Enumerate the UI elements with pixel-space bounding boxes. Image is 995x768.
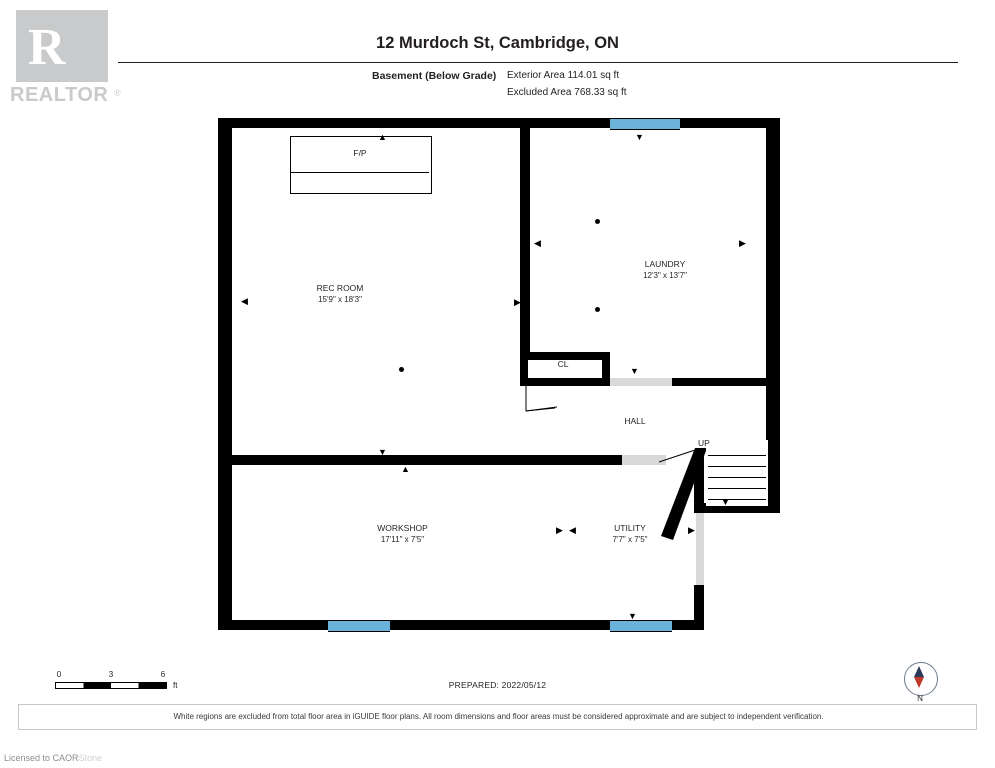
licensed-prefix: Licensed to — [4, 753, 53, 763]
window-bottom-right — [610, 620, 672, 632]
wall-top-left — [218, 118, 610, 128]
wall-right-upper — [766, 118, 780, 378]
wall-right-lower — [766, 378, 780, 513]
exterior-area-text: Exterior Area 114.01 sq ft — [507, 70, 620, 81]
wall-bottom-right — [672, 620, 704, 630]
dimension-arrow-icon: ▲ — [378, 132, 387, 142]
wall-top-right — [680, 118, 780, 128]
wall-left-lower — [218, 455, 232, 630]
scale-tick-6: 6 — [160, 670, 166, 679]
licensed-suffix: Stone — [78, 753, 103, 763]
stairs-area — [706, 440, 768, 506]
compass-needle-north-icon — [914, 666, 924, 677]
fireplace-label: F/P — [353, 148, 367, 158]
compass-north-label: N — [917, 694, 923, 703]
room-label-workshop: WORKSHOP 17'11" x 7'5" — [377, 523, 428, 544]
realtor-logo-letter: R — [28, 19, 65, 76]
wall-rec-laundry — [520, 128, 530, 378]
stairs-direction-arrow-icon: ▼ — [721, 497, 730, 507]
excluded-area-text: Excluded Area 768.33 sq ft — [507, 87, 627, 98]
licensed-to-text — [4, 753, 102, 763]
window-bottom-left — [328, 620, 390, 632]
disclaimer-text: White regions are excluded from total floor area in iGUIDE floor plans. All room dimensions and floor areas must be considered approximate and are subject to independent verification. — [173, 712, 824, 721]
dimension-arrow-icon: ▶ — [556, 525, 563, 535]
scale-tick-3: 3 — [108, 670, 114, 679]
licensed-name: CAOR — [52, 753, 79, 763]
dimension-arrow-icon: ▶ — [739, 238, 746, 248]
dimension-arrow-icon: ◀ — [534, 238, 541, 248]
dimension-arrow-icon: ◀ — [569, 525, 576, 535]
wall-left-upper — [218, 118, 232, 466]
stair-step — [708, 455, 766, 456]
dimension-arrow-icon: ▼ — [628, 611, 637, 621]
compass-rose — [898, 660, 942, 708]
wall-rec-workshop — [232, 455, 622, 465]
fixture-dot — [595, 219, 600, 224]
fireplace-box — [290, 136, 432, 194]
realtor-wordmark: REALTOR — [10, 84, 109, 106]
dimension-arrow-icon: ◀ — [241, 296, 248, 306]
wall-hall-north — [672, 378, 768, 386]
dimension-arrow-icon: ▶ — [688, 525, 695, 535]
dimension-arrow-icon: ▼ — [630, 366, 639, 376]
dimension-arrow-icon: ▶ — [514, 297, 521, 307]
room-label-rec-room: REC ROOM 15'9" x 18'3" — [316, 283, 364, 304]
stair-step — [708, 466, 766, 467]
wall-bottom-mid — [390, 620, 610, 630]
stair-step — [708, 477, 766, 478]
window-top — [610, 118, 680, 130]
compass-needle-south-icon — [914, 677, 924, 688]
room-label-utility: UTILITY 7'7" x 7'5" — [612, 523, 648, 544]
closet-door-swing-icon — [525, 384, 571, 412]
stairs-up-label: UP — [698, 438, 710, 448]
opening-closet-door — [610, 378, 672, 386]
fixture-dot — [595, 307, 600, 312]
scale-unit-label: ft — [173, 681, 178, 690]
room-label-closet: CL — [557, 359, 569, 369]
dimension-arrow-icon: ▲ — [401, 464, 410, 474]
dimension-arrow-icon: ▼ — [378, 447, 387, 457]
scale-tick-0: 0 — [56, 670, 62, 679]
stair-step — [708, 488, 766, 489]
room-label-laundry: LAUNDRY 12'3" x 13'7" — [643, 259, 687, 280]
fireplace-hearth — [291, 172, 429, 173]
prepared-date: PREPARED: 2022/05/12 — [448, 680, 547, 690]
stair-step — [708, 499, 766, 500]
dimension-arrow-icon: ▼ — [635, 132, 644, 142]
room-label-hall: HALL — [624, 416, 646, 426]
page-title: 12 Murdoch St, Cambridge, ON — [376, 34, 619, 52]
floor-label: Basement (Below Grade) — [372, 70, 497, 82]
registered-trademark-icon: ® — [114, 88, 121, 98]
fixture-dot — [399, 367, 404, 372]
wall-bottom-left — [218, 620, 328, 630]
disclaimer-box — [18, 704, 977, 730]
